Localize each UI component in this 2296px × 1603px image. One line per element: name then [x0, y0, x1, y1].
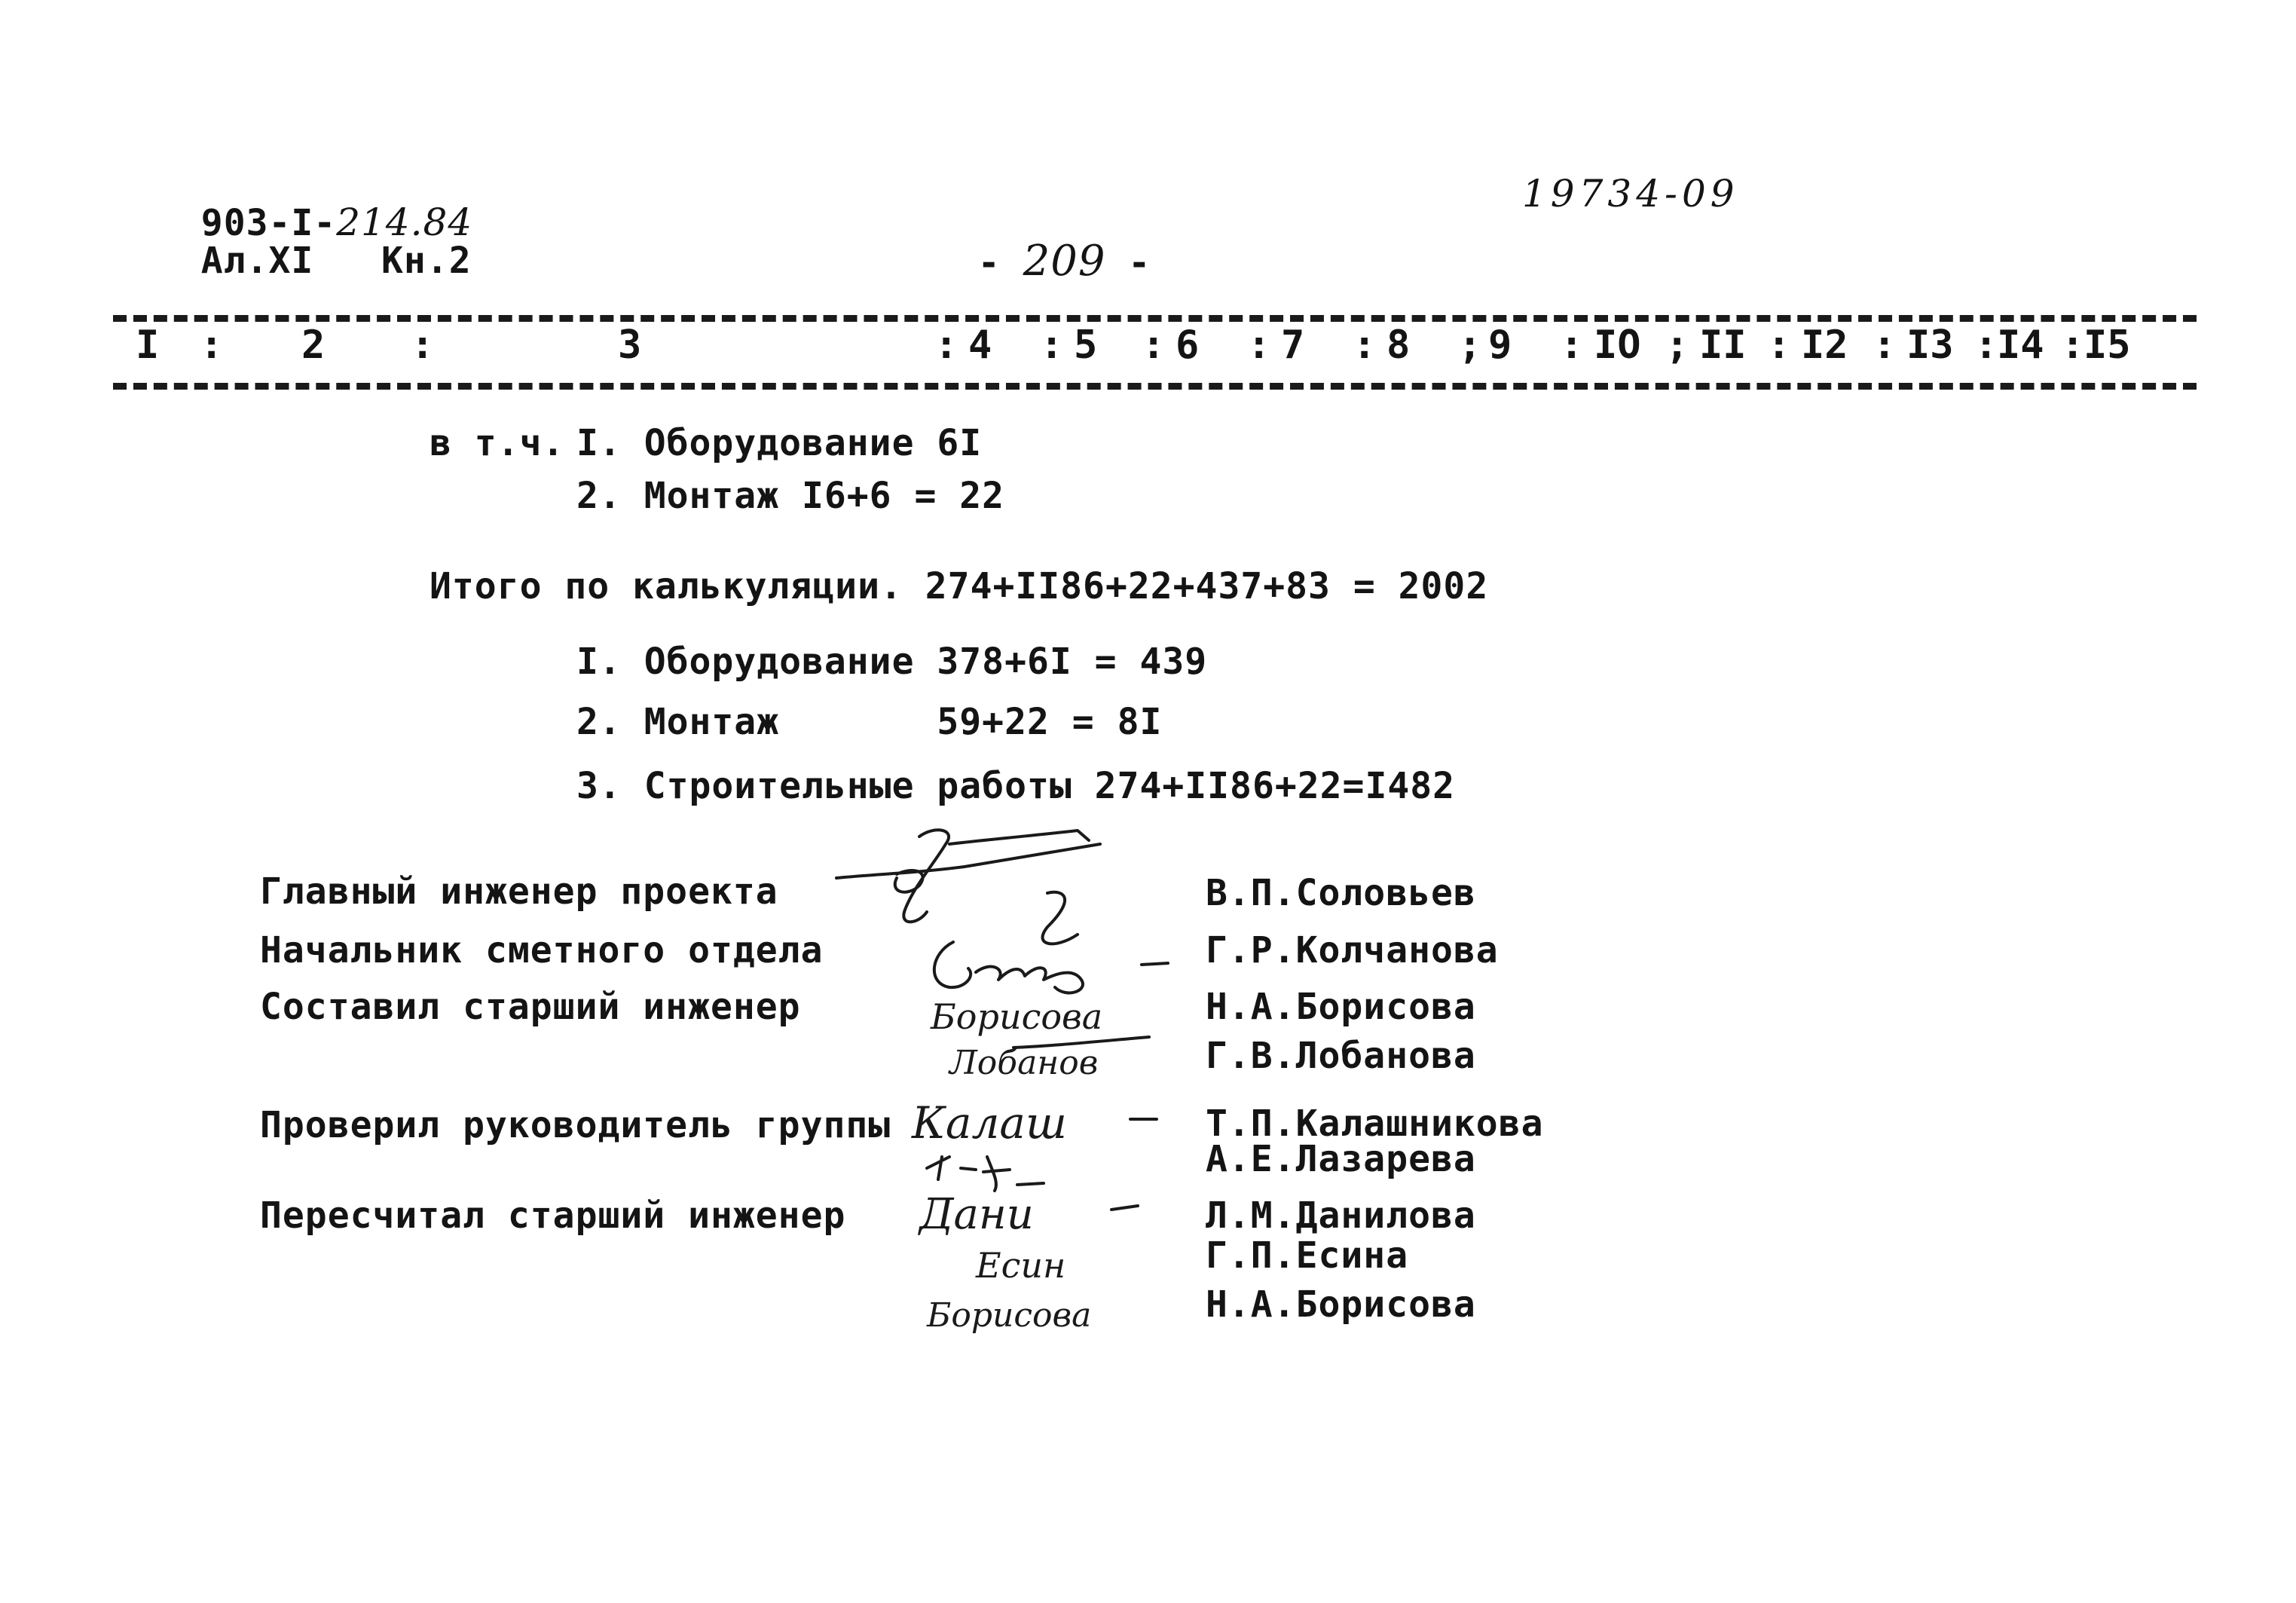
signer-name: А.Е.Лазарева [1206, 1138, 1476, 1180]
column-number: 5 [1074, 323, 1098, 368]
column-separator: : [1247, 323, 1271, 368]
album-label: Ал.XI [200, 240, 314, 282]
role-recalculated-by: Пересчитал старший инженер [260, 1195, 846, 1237]
column-number: 2 [301, 323, 326, 368]
role-chief-engineer: Главный инженер проекта [260, 870, 778, 913]
signer-name: Т.П.Калашникова [1206, 1103, 1544, 1145]
including-label: в т.ч. [430, 422, 565, 464]
page-dash-right: - [1128, 242, 1151, 284]
signer-name: Г.В.Лобанова [1206, 1035, 1476, 1077]
column-separator: : [1767, 323, 1791, 368]
column-number: I3 [1906, 323, 1954, 368]
doc-code-prefix: 903-I- [200, 202, 337, 244]
column-number: I5 [2084, 323, 2131, 368]
signature-text: Борисова [927, 1296, 1092, 1335]
column-number: IO [1594, 323, 1641, 368]
column-separator: : [1873, 323, 1897, 368]
table-top-rule [113, 315, 2197, 322]
signer-name: Г.П.Есина [1206, 1234, 1409, 1277]
role-checked-by: Проверил руководитель группы [260, 1104, 891, 1146]
column-number: I2 [1801, 323, 1848, 368]
total-item: 2. Монтаж 59+22 = 8I [576, 701, 1163, 743]
column-separator: : [200, 323, 224, 368]
signature-checked-by [904, 1085, 1176, 1198]
page-number-handwritten: 209 [1023, 237, 1106, 286]
column-separator: ; [1665, 323, 1689, 368]
signer-name: Н.А.Борисова [1206, 1283, 1476, 1326]
column-separator: : [934, 323, 958, 368]
column-number: II [1699, 323, 1747, 368]
signer-name: Н.А.Борисова [1206, 986, 1476, 1028]
table-bottom-rule [113, 383, 2197, 390]
signer-name: В.П.Соловьев [1206, 872, 1476, 914]
total-line: Итого по калькуляции. 274+II86+22+437+83 = 2002 [430, 565, 1489, 607]
signature-text: Калаш [912, 1097, 1067, 1149]
page-number [933, 194, 1151, 286]
signer-name: Г.Р.Колчанова [1206, 929, 1499, 971]
column-number: I [136, 323, 160, 368]
column-number: 9 [1488, 323, 1512, 368]
role-compiled-by: Составил старший инженер [260, 986, 801, 1028]
column-number: 4 [968, 323, 992, 368]
total-item: I. Оборудование 378+6I = 439 [576, 641, 1208, 683]
column-number: 3 [618, 323, 642, 368]
column-number: 8 [1386, 323, 1411, 368]
signer-name: Л.М.Данилова [1206, 1195, 1476, 1237]
doc-code-handwritten: 214.84 [336, 200, 473, 244]
role-head-estimates: Начальник сметного отдела [260, 929, 824, 971]
column-separator: : [1353, 323, 1377, 368]
column-separator: : [411, 323, 435, 368]
signature-text: Есин [976, 1245, 1066, 1286]
total-item: 3. Строительные работы 274+II86+22=I482 [576, 765, 1456, 807]
book-label: Кн.2 [381, 240, 472, 282]
signature-text: Борисова [931, 996, 1103, 1037]
including-item: I. Оборудование 6I [576, 422, 983, 464]
column-number: 7 [1281, 323, 1305, 368]
including-item: 2. Монтаж I6+6 = 22 [576, 475, 1005, 517]
column-separator: : [2061, 323, 2085, 368]
inventory-number: 19734-09 [1522, 172, 1739, 216]
column-separator: : [1974, 323, 1998, 368]
signature-compiled-by [923, 987, 1172, 1093]
signature-text: Дани [919, 1190, 1034, 1239]
column-number: 6 [1176, 323, 1200, 368]
column-separator: ; [1458, 323, 1482, 368]
signature-text: Лобанов [949, 1044, 1099, 1082]
signature-recalculated-by [912, 1183, 1183, 1349]
column-separator: : [1560, 323, 1584, 368]
album-book [156, 197, 472, 282]
column-separator: : [1142, 323, 1166, 368]
page-dash-left: - [977, 242, 1001, 284]
column-separator: : [1040, 323, 1064, 368]
column-number: I4 [1997, 323, 2044, 368]
